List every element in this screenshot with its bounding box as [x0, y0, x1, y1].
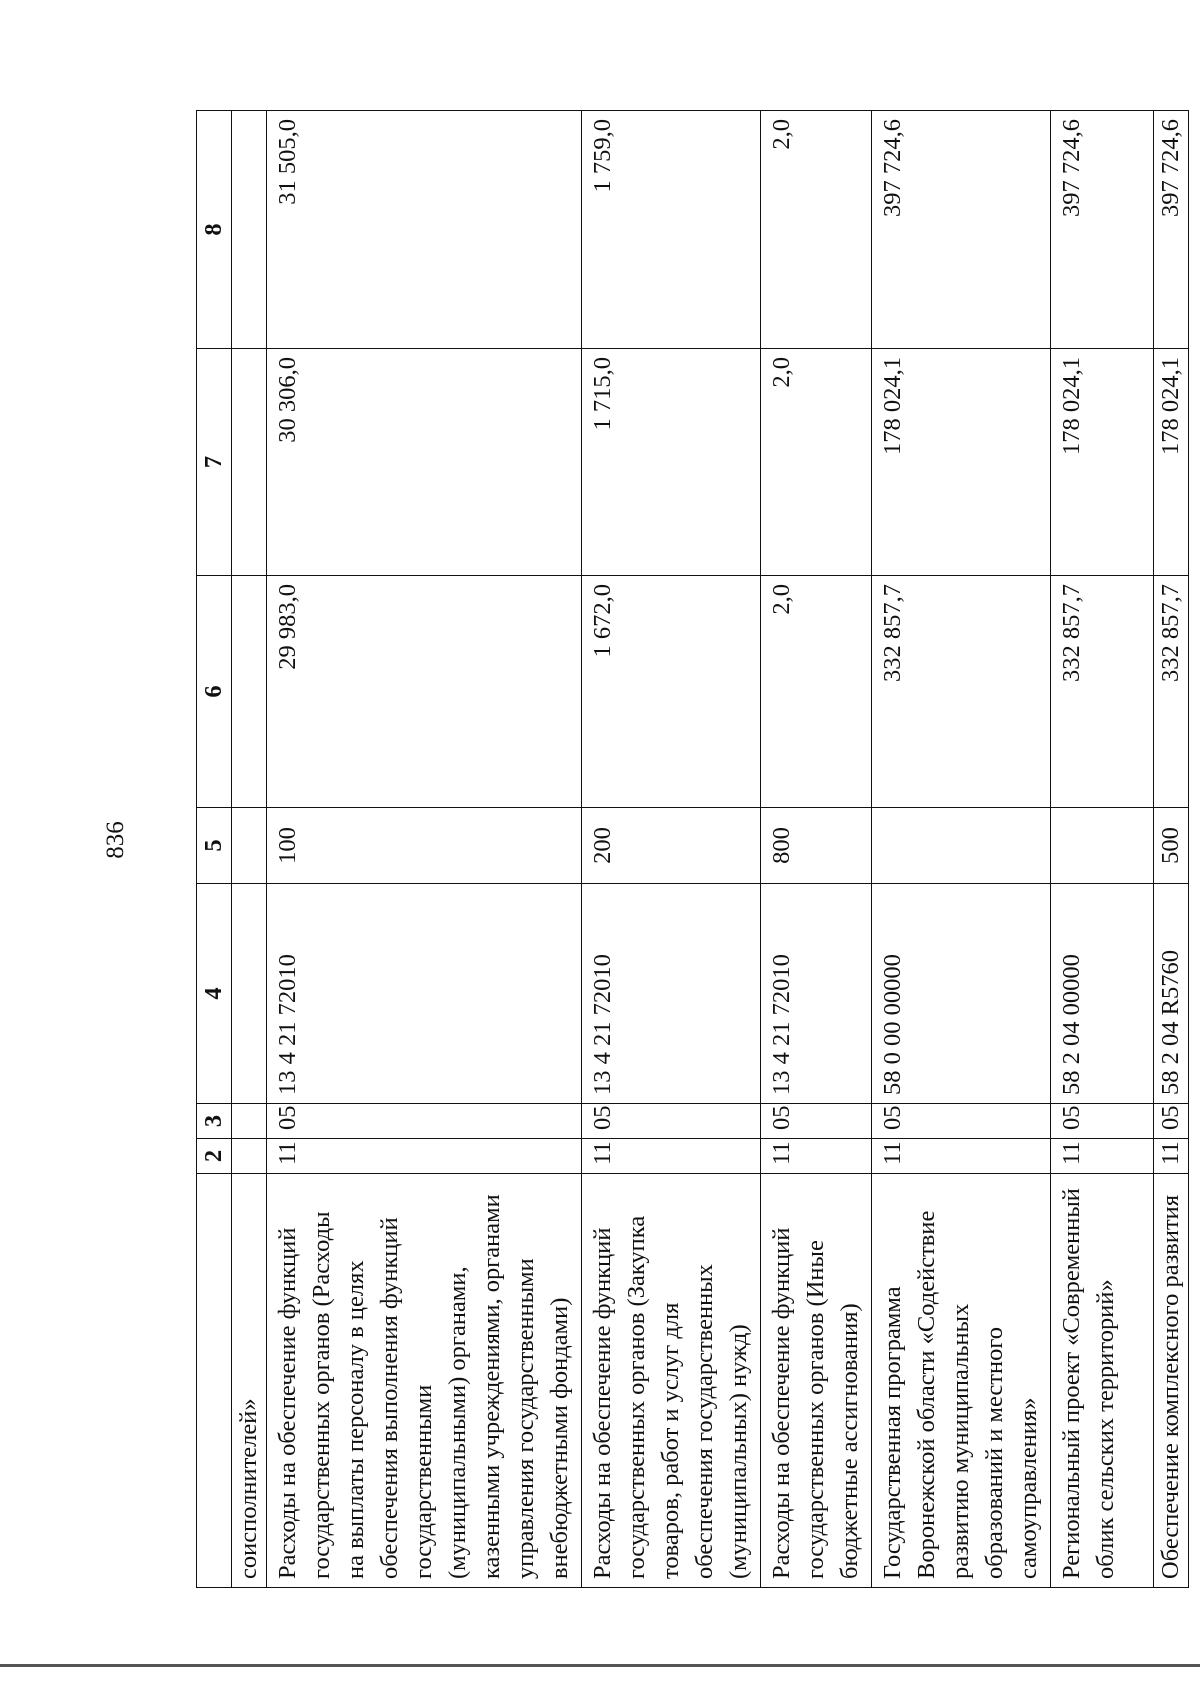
row-subsection: 05	[761, 1104, 872, 1139]
row-section: 11	[1154, 1139, 1189, 1174]
row-value-7: 2,0	[761, 349, 872, 576]
row-expense-type: 500	[1154, 808, 1189, 884]
row-target-code: 58 2 04 00000	[1051, 884, 1154, 1104]
row-section: 11	[761, 1139, 872, 1174]
header-cell-2: 2	[197, 1139, 232, 1174]
table-row	[582, 111, 761, 1588]
row-name: Расходы на обеспечение функций государственных органов (Расходы на выплаты персоналу в целях обеспечения выполнения функций государственными (муниципальными) органами, казенными учреждениями, органами управления государственными внебюджетными фондами)	[267, 1174, 582, 1588]
header-cell-5: 5	[197, 808, 232, 884]
table-header-row	[197, 111, 232, 1588]
row-expense-type	[1051, 808, 1154, 884]
row-target-code: 58 0 00 00000	[872, 884, 1051, 1104]
row-value-8: 397 724,6	[872, 111, 1051, 349]
row-name: Расходы на обеспечение функций государственных органов (Иные бюджетные ассигнования)	[761, 1174, 872, 1588]
header-cell-4: 4	[197, 884, 232, 1104]
row-value-6: 29 983,0	[267, 576, 582, 808]
header-cell-8: 8	[197, 111, 232, 349]
row-expense-type: 200	[582, 808, 761, 884]
continuation-text: соисполнителей»	[232, 1174, 267, 1588]
row-name: Региональный проект «Современный облик сельских территорий»	[1051, 1174, 1154, 1588]
row-subsection: 05	[872, 1104, 1051, 1139]
row-value-8: 397 724,6	[1051, 111, 1154, 349]
row-target-code: 13 4 21 72010	[582, 884, 761, 1104]
row-section: 11	[267, 1139, 582, 1174]
row-expense-type: 100	[267, 808, 582, 884]
row-name: Государственная программа Воронежской области «Содействие развитию муниципальных образований и местного самоуправления»	[872, 1174, 1051, 1588]
empty-cell	[232, 349, 267, 576]
row-section: 11	[872, 1139, 1051, 1174]
row-subsection: 05	[582, 1104, 761, 1139]
row-subsection: 05	[267, 1104, 582, 1139]
empty-cell	[232, 576, 267, 808]
scan-edge-line	[0, 1664, 1200, 1667]
header-cell-6: 6	[197, 576, 232, 808]
header-cell-3: 3	[197, 1104, 232, 1139]
row-value-8: 2,0	[761, 111, 872, 349]
empty-cell	[232, 1104, 267, 1139]
budget-table	[196, 110, 1189, 1588]
row-value-7: 178 024,1	[1051, 349, 1154, 576]
row-value-6: 332 857,7	[1051, 576, 1154, 808]
row-name: Расходы на обеспечение функций государственных органов (Закупка товаров, работ и услуг для обеспечения государственных (муниципальных) нужд)	[582, 1174, 761, 1588]
empty-cell	[232, 884, 267, 1104]
table-row	[872, 111, 1051, 1588]
table-row	[1051, 111, 1154, 1588]
header-cell-7: 7	[197, 349, 232, 576]
row-section: 11	[582, 1139, 761, 1174]
row-value-7: 178 024,1	[1154, 349, 1189, 576]
continuation-row	[232, 111, 267, 1588]
empty-cell	[232, 1139, 267, 1174]
empty-cell	[232, 808, 267, 884]
row-section: 11	[1051, 1139, 1154, 1174]
row-value-7: 30 306,0	[267, 349, 582, 576]
row-value-8: 31 505,0	[267, 111, 582, 349]
page-number: 836	[102, 821, 129, 859]
table-row	[1154, 111, 1189, 1588]
row-value-7: 178 024,1	[872, 349, 1051, 576]
rotated-table-sheet	[196, 111, 1184, 1588]
empty-cell	[232, 111, 267, 349]
row-target-code: 13 4 21 72010	[761, 884, 872, 1104]
row-value-6: 1 672,0	[582, 576, 761, 808]
row-target-code: 13 4 21 72010	[267, 884, 582, 1104]
row-name: Обеспечение комплексного развития	[1154, 1174, 1189, 1588]
table-row	[267, 111, 582, 1588]
row-value-8: 397 724,6	[1154, 111, 1189, 349]
row-subsection: 05	[1051, 1104, 1154, 1139]
row-expense-type: 800	[761, 808, 872, 884]
header-cell-name	[197, 1174, 232, 1588]
row-target-code: 58 2 04 R5760	[1154, 884, 1189, 1104]
table-row	[761, 111, 872, 1588]
row-value-7: 1 715,0	[582, 349, 761, 576]
row-value-6: 332 857,7	[1154, 576, 1189, 808]
row-subsection: 05	[1154, 1104, 1189, 1139]
row-value-6: 2,0	[761, 576, 872, 808]
row-value-8: 1 759,0	[582, 111, 761, 349]
row-expense-type	[872, 808, 1051, 884]
row-value-6: 332 857,7	[872, 576, 1051, 808]
